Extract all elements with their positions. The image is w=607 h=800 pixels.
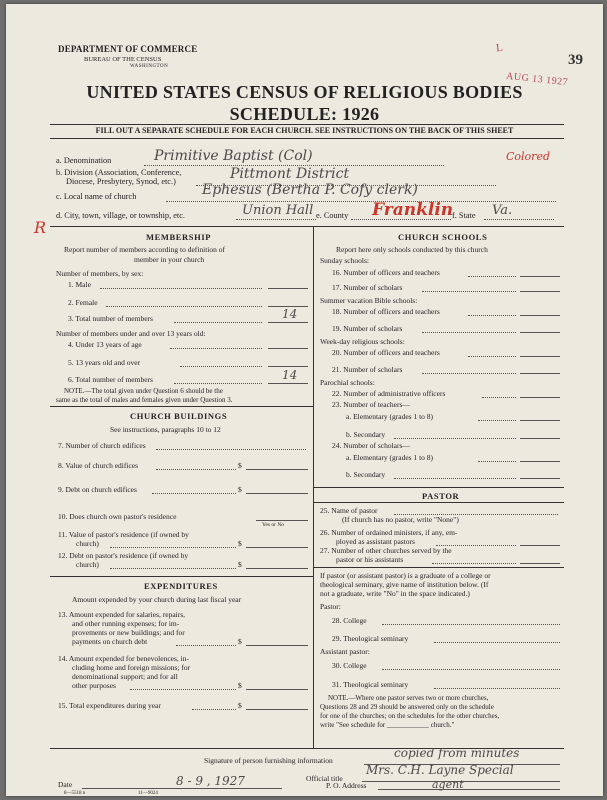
underline [468,276,516,277]
q13-line-1: 13. Amount expended for salaries, repairs, [58,610,186,619]
expenditures-sub: Amount expended by your church during last fiscal year [72,595,242,604]
answer-line [520,291,560,292]
q5-label: 5. 13 years old and over [68,358,141,367]
pastor-note-3: for one of the churches; on the schedules for the other churches, [320,712,500,720]
q13-line-4: payments on church debt [72,637,148,646]
q14-line-4: other purposes [72,681,116,690]
answer-line [246,689,308,690]
underline [382,669,560,670]
signature-label: Signature of person furnishing information [204,756,333,765]
q23b-label: b. Secondary [346,430,386,439]
address-line [378,789,560,790]
underline [174,322,262,323]
underline [394,438,516,439]
summer-label: Summer vacation Bible schools: [320,296,418,305]
answer-line [268,288,308,289]
date-label: Date [58,780,73,789]
members-by-sex-label: Number of members, by sex: [56,269,144,278]
q7-label: 7. Number of church edifices [58,441,146,450]
received-mark: L [495,41,504,55]
q13-line-3: provements or new buildings; and for [72,628,185,637]
form-number: 39 [568,52,583,68]
underline [156,469,236,470]
q2-label: 2. Female [68,298,98,307]
age-label: Number of members under and over 13 years old: [56,329,206,338]
membership-note-2: same as the total of males and females given under Question 3. [56,396,233,404]
underline [482,397,516,398]
q25-hint: (If church has no pastor, write "None") [342,515,459,524]
buildings-heading: CHURCH BUILDINGS [130,411,228,421]
q25-label: 25. Name of pastor [320,506,378,515]
underline [176,645,236,646]
answer-line [520,478,560,479]
underline [468,356,516,357]
answer-line [520,332,560,333]
q15-label: 15. Total expenditures during year [58,701,161,710]
underline [434,642,560,643]
underline [156,449,306,450]
divider [313,567,564,568]
answer-line [246,568,308,569]
answer-line [520,545,560,546]
q12-label-1: 12. Debt on pastor's residence (if owned by [58,551,189,560]
underline [170,348,262,349]
underline [432,563,516,564]
q3-value: 14 [282,307,298,321]
q14-line-2: cluding home and foreign missions; for [72,663,191,672]
schools-heading: CHURCH SCHOOLS [398,232,488,242]
po-address-label: P. O. Address [326,781,367,790]
membership-sub-1: Report number of members according to definition of [64,245,225,254]
underline [110,568,236,569]
denomination-value: Primitive Baptist (Col) [154,148,313,164]
q11-dollar: $ [238,539,242,548]
instruction-banner: FILL OUT A SEPARATE SCHEDULE FOR EACH CHURCH. SEE INSTRUCTIONS ON THE BACK OF THIS SHEET [95,126,514,135]
answer-line [520,373,560,374]
official-title-value-2: agent [432,778,464,791]
membership-note-1: NOTE.—The total given under Question 6 should be the [64,387,223,395]
sunday-label: Sunday schools: [320,256,369,265]
underline [106,306,262,307]
local-name-label: c. Local name of church [56,192,137,201]
divider [313,487,564,488]
pastor-heading: PASTOR [422,491,460,501]
colored-note: Colored [506,150,550,163]
division-label-2: Diocese, Presbytery, Synod, etc.) [66,177,176,186]
answer-line [520,397,560,398]
weekday-label: Week-day religious schools: [320,337,405,346]
census-schedule-form [6,4,603,796]
answer-line [256,520,308,521]
answer-line [520,356,560,357]
q16-label: 16. Number of officers and teachers [332,268,440,277]
q22-label: 22. Number of administrative officers [332,389,446,398]
underline [166,201,556,202]
divider [50,406,313,407]
q12-dollar: $ [238,560,242,569]
underline [110,547,236,548]
date-value: 8 - 9 , 1927 [176,774,245,788]
q9-dollar: $ [238,485,242,494]
pastor-note-1: NOTE.—Where one pastor serves two or more churches, [328,694,489,702]
local-name-value: Ephesus (Bertha P. Cofy clerk) [202,182,418,198]
yes-no-hint: Yes or No [262,522,285,528]
county-label: e. County [316,211,349,220]
graduate-note-3: not a graduate, write "No" in the space indicated.) [320,589,470,598]
graduate-note-1: If pastor (or assistant pastor) is a graduate of a college or [320,571,491,580]
print-code: 8—5518 n [64,791,86,796]
parochial-label: Parochial schools: [320,378,375,387]
county-value: Franklin [372,200,454,220]
answer-line [246,709,308,710]
q30-label: 30. College [332,661,367,670]
underline [478,420,516,421]
q13-line-2: and other running expenses; for im- [72,619,180,628]
underline [394,478,516,479]
q4-label: 4. Under 13 years of age [68,340,142,349]
q21-label: 21. Number of scholars [332,365,403,374]
q14-line-3: denominational support; and for all [72,672,178,681]
state-value: Va. [492,203,513,218]
underline [382,624,560,625]
q18-label: 18. Number of officers and teachers [332,307,440,316]
membership-sub-2: member in your church [134,255,205,264]
form-title: UNITED STATES CENSUS OF RELIGIOUS BODIES [86,82,523,102]
q23-label: 23. Number of teachers— [332,400,410,409]
department-label: DEPARTMENT OF COMMERCE [58,44,198,54]
margin-mark: R [34,218,47,237]
divider [50,124,564,125]
q15-dollar: $ [238,701,242,710]
answer-line [268,383,308,384]
q8-label: 8. Value of church edifices [58,461,139,470]
underline [236,219,316,220]
division-value: Pittmont District [230,166,350,182]
official-title-label: Official title [306,774,343,783]
q24a-label: a. Elementary (grades 1 to 8) [346,453,434,462]
official-title-value-1: Mrs. C.H. Layne Special [366,763,514,777]
pastor-note-4: write "See schedule for ____________ church." [320,721,455,729]
q26-label-1: 26. Number of ordained ministers, if any, em- [320,528,458,537]
graduate-note-2: theological seminary, give name of institution below. (If [320,580,489,589]
underline [422,332,516,333]
q13-dollar: $ [238,637,242,646]
q19-label: 19. Number of scholars [332,324,403,333]
q8-dollar: $ [238,461,242,470]
q14-dollar: $ [238,681,242,690]
q29-label: 29. Theological seminary [332,634,409,643]
q24b-label: b. Secondary [346,470,386,479]
assistant-pastor-label: Assistant pastor: [320,647,370,656]
q6-label: 6. Total number of members [68,375,153,384]
q28-label: 28. College [332,616,367,625]
print-code-2: 11—9024 [138,791,158,796]
q12-label-2: church) [76,560,99,569]
underline [484,219,554,220]
expenditures-heading: EXPENDITURES [144,581,218,591]
division-label-1: b. Division (Association, Conference, [56,168,182,177]
answer-line [246,469,308,470]
answer-line [268,322,308,323]
underline [180,366,262,367]
divider [50,576,313,577]
underline [478,461,516,462]
underline [152,493,236,494]
city-value: Union Hall [242,203,314,218]
received-date-stamp: AUG 13 1927 [505,70,569,89]
q14-line-1: 14. Amount expended for benevolences, in- [58,654,190,663]
membership-heading: MEMBERSHIP [146,232,212,242]
answer-line [268,348,308,349]
q6-value: 14 [282,368,298,382]
underline [192,709,236,710]
signature-value: copied from minutes [394,746,520,760]
q1-label: 1. Male [68,280,91,289]
answer-line [246,645,308,646]
underline [100,288,262,289]
underline [434,688,560,689]
q20-label: 20. Number of officers and teachers [332,348,440,357]
divider [50,226,564,227]
schools-sub: Report here only schools conducted by this church [336,245,488,254]
answer-line [520,420,560,421]
answer-line [268,366,308,367]
pastor-note-2: Questions 28 and 29 should be answered only on the schedule [320,703,494,711]
q24-label: 24. Number of scholars— [332,441,410,450]
q9-label: 9. Debt on church edifices [58,485,137,494]
q31-label: 31. Theological seminary [332,680,409,689]
q3-label: 3. Total number of members [68,314,153,323]
form-subtitle: SCHEDULE: 1926 [229,104,380,124]
q17-label: 17. Number of scholars [332,283,403,292]
answer-line [520,563,560,564]
answer-line [520,315,560,316]
answer-line [246,493,308,494]
city-label: d. City, town, village, or township, etc. [56,211,185,220]
divider [313,502,564,503]
q10-label: 10. Does church own pastor's residence [58,512,177,521]
date-line [82,788,282,789]
state-label: f. State [452,211,476,220]
q11-label-2: church) [76,539,99,548]
answer-line [246,547,308,548]
buildings-sub: See instructions, paragraphs 10 to 12 [110,425,221,434]
q26-label-2: ployed as assistant pastors [336,537,415,546]
underline [422,373,516,374]
answer-line [520,461,560,462]
bureau-label: BUREAU OF THE CENSUS [84,56,162,63]
pastor-sub-label: Pastor: [320,602,341,611]
answer-line [520,276,560,277]
q27-label-2: pastor or his assistants [336,555,404,564]
underline [130,689,236,690]
divider [50,138,564,139]
q11-label-1: 11. Value of pastor's residence (if owned by [58,530,189,539]
underline [468,315,516,316]
underline [422,291,516,292]
q23a-label: a. Elementary (grades 1 to 8) [346,412,434,421]
answer-line [520,438,560,439]
denomination-label: a. Denomination [56,156,112,165]
underline [174,383,262,384]
q27-label-1: 27. Number of other churches served by the [320,546,452,555]
location-label: WASHINGTON [130,64,169,69]
